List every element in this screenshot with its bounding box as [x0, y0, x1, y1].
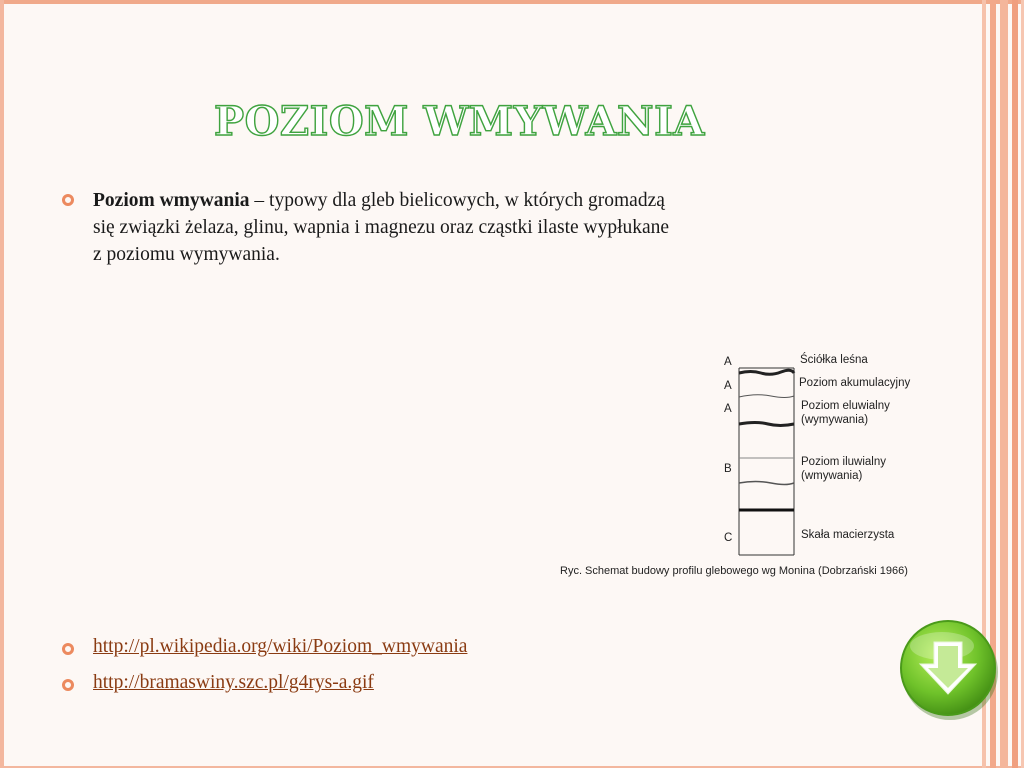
boundary-accumulation — [739, 395, 794, 398]
label-eluvial-2: (wymywania) — [801, 414, 869, 426]
soil-profile-diagram — [556, 348, 976, 584]
next-slide-button[interactable] — [898, 618, 1002, 722]
definition-line-3: z poziomu wymywania. — [93, 244, 280, 265]
label-accumulation: Poziom akumulacyjny — [799, 377, 911, 389]
label-illuvial-1: Poziom iluwialny — [801, 456, 887, 468]
definition-line-2: się związki żelaza, glinu, wapnia i magnezu oraz cząstki ilaste wypłukane — [93, 217, 670, 238]
definition-paragraph — [93, 187, 883, 268]
boundary-illuvial-lower — [739, 482, 794, 485]
definition-line-1 — [93, 187, 883, 214]
down-arrow-icon — [898, 618, 1002, 722]
horizon-letter-3: A — [724, 403, 732, 415]
slide-title: POZIOM WMYWANIA — [214, 98, 705, 145]
label-eluvial-1: Poziom eluwialny — [801, 400, 890, 412]
horizon-letter-4: B — [724, 463, 732, 475]
frame-top-border — [0, 0, 1024, 4]
bullet-icon — [62, 679, 74, 691]
label-parent-rock: Skała macierzysta — [801, 529, 895, 541]
link-bramaswiny[interactable]: http://bramaswiny.szc.pl/g4rys-a.gif — [93, 672, 374, 693]
definition-line-1-rest: – typowy dla gleb bielicowych, w których gromadzą — [249, 190, 665, 211]
boundary-eluvial — [739, 423, 794, 426]
soil-profile-figure — [556, 348, 976, 584]
boundary-litter — [739, 370, 794, 374]
label-litter: Ściółka leśna — [800, 354, 868, 366]
horizon-letter-2: A — [724, 380, 732, 392]
figure-caption: Ryc. Schemat budowy profilu glebowego wg Monina (Dobrzański 1966) — [560, 565, 908, 577]
label-illuvial-2: (wmywania) — [801, 470, 863, 482]
bullet-icon — [62, 194, 74, 206]
definition-term: Poziom wmywania — [93, 190, 250, 211]
link-wikipedia[interactable]: http://pl.wikipedia.org/wiki/Poziom_wmywania — [93, 636, 468, 657]
bullet-icon — [62, 643, 74, 655]
horizon-letter-5: C — [724, 532, 733, 544]
frame-left-border — [0, 0, 4, 768]
horizon-letter-1: A — [724, 356, 732, 368]
